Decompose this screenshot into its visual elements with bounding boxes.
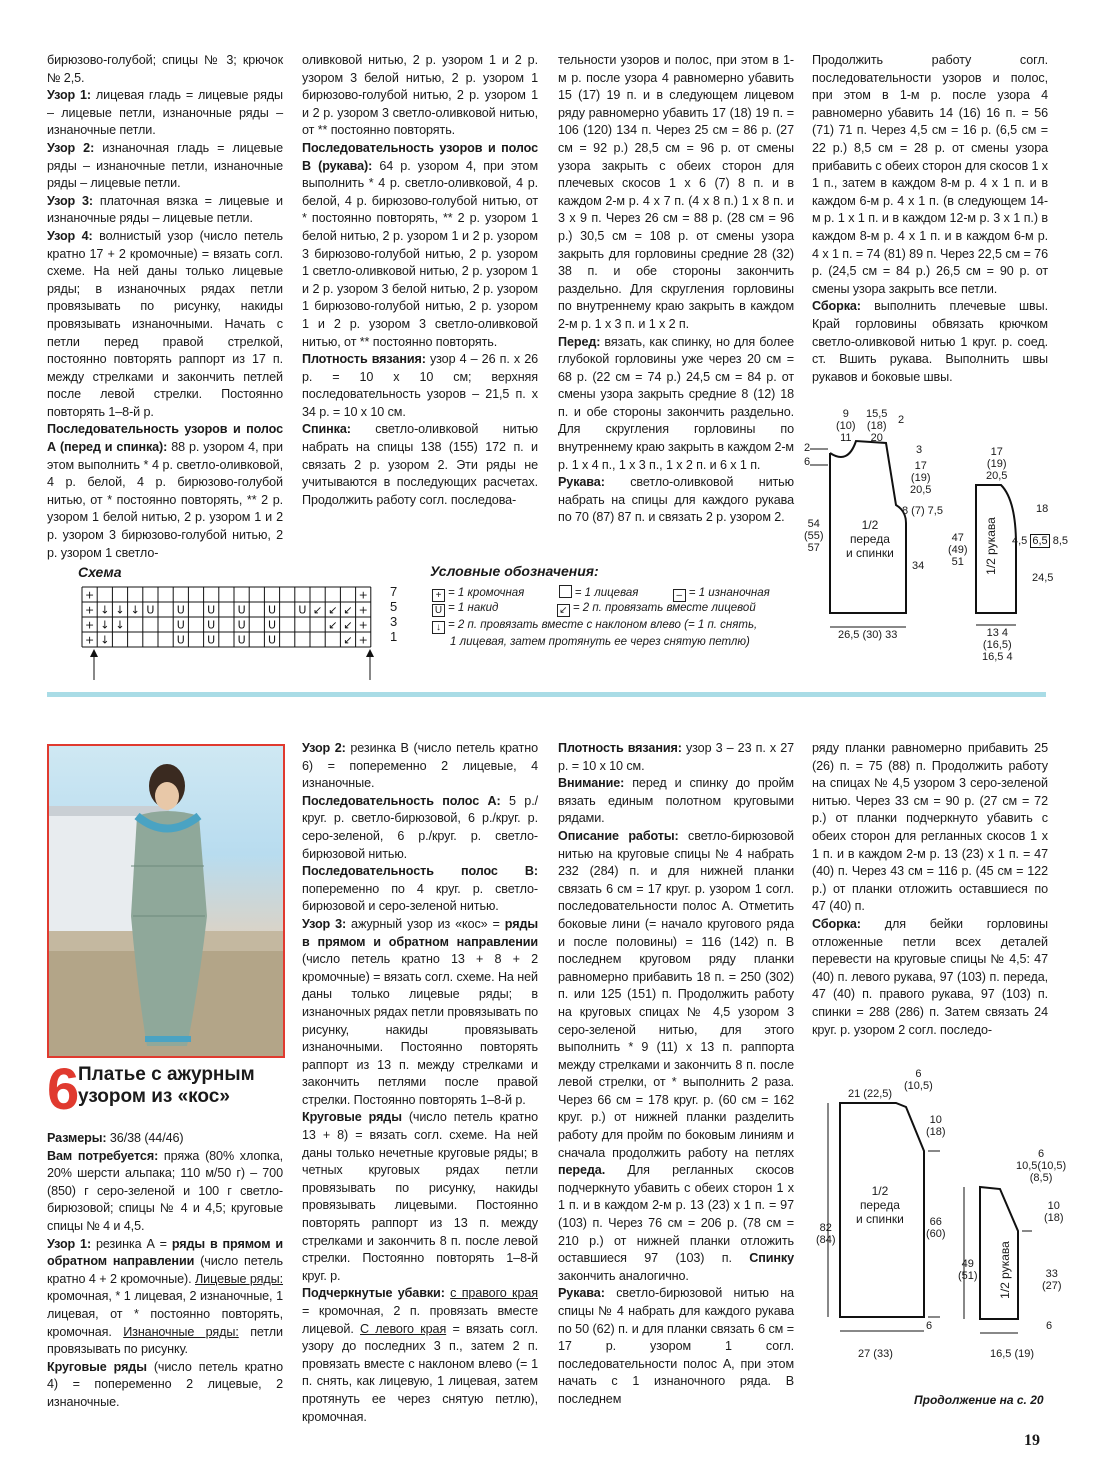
p2-sleeve-label: 1/2 рукава — [997, 1241, 1012, 1299]
model-photo-illustration — [49, 746, 283, 1056]
bold-term: Последовательность полос А: — [302, 793, 501, 808]
p2-dim-top-21: 21 (22,5) — [848, 1088, 893, 1100]
paragraph — [302, 863, 538, 916]
paragraph — [47, 193, 283, 228]
text-run: платочная вязка = лицевые и изнаночные ряды – лицевые петли. — [47, 193, 283, 226]
text-run: узор 3 – 23 п. х 27 р. = 10 х 10 см. — [558, 741, 794, 773]
paragraph — [812, 740, 1048, 916]
schema-stitch-symbol: U — [176, 603, 185, 617]
schema-stitch-symbol: ↓ — [115, 603, 125, 617]
p1-dim-top-b: 15,5 (18) 20 — [866, 408, 888, 444]
paragraph — [47, 1130, 283, 1148]
p2-sleeve-r33: 33 (27) — [1042, 1268, 1062, 1292]
underlined-term: Лицевые ряды: — [195, 1271, 284, 1286]
paragraph — [558, 1285, 794, 1408]
p2-dim-r66: 66 (60) — [926, 1216, 946, 1240]
top-column-4 — [812, 52, 1048, 386]
text-run: выполнить плечевые швы. Край горловины обвязать крючком светло-оливковой нитью 1 круг. р. соед. ст. Вшить рукава. Выполнить швы рукавов и боковые швы. — [812, 299, 1048, 384]
schema-stitch-symbol: ↓ — [130, 603, 140, 617]
text-run: попеременно по 4 круг. р. светло-бирюзовой и серо-зеленой нитью. — [302, 881, 538, 914]
paragraph — [47, 228, 283, 422]
paragraph — [302, 793, 538, 863]
paragraph — [47, 1236, 283, 1359]
schema-stitch-symbol: + — [84, 618, 95, 632]
text-run: ряду планки равномерно прибавить 25 (26) п. = 75 (88) п. Продолжить работу на спицах № 4,5 узором 3 серо-зеленой нитью. Через 33 см = 90 р. (27 см = 72 р.) от планки подчеркнуто убавить с обеих сторон для регланных скосов 1 х 1 п. и в каждом 2-м р. 13 (23) х 1 п. = 47 (40) п. Через 43 см = 116 р. (45 см = 122 р.) от планки отложить оставшиеся по 47 (40) п. — [812, 741, 1048, 914]
schema-chart-grid — [78, 585, 408, 685]
bold-term: Узор 3: — [47, 193, 93, 208]
bold-term: Узор 2: — [47, 140, 95, 155]
text-run: светло-оливковой нитью набрать на спицы 138 (155) 172 п. и связать 2 р. узором 2. Эти ряды не учитываются в последующих расчетах. Продолжить работу согл. последова- — [302, 422, 538, 507]
schema-row-numbers — [390, 584, 397, 644]
bold-term: Последовательность узоров и полос В (рукава): — [302, 140, 538, 173]
underlined-term: С левого края — [360, 1321, 447, 1336]
paragraph — [558, 775, 794, 828]
schema-stitch-symbol: U — [237, 633, 246, 647]
paragraph — [302, 916, 538, 1110]
schema-stitch-symbol: U — [207, 633, 216, 647]
bold-term: Вам потребуется: — [47, 1148, 159, 1163]
paragraph — [812, 298, 1048, 386]
text-run: = вязать согл. узору до последних 3 п., затем 2 п. провязать вместе с наклоном влево (= 1 п. снять, как лицевую, 1 лицевая, затем протянуть ее через снятую петлю), кромочная. — [302, 1321, 538, 1424]
bottom-column-4 — [812, 740, 1048, 1039]
legend-row-2: U = 1 накид ↙ = 2 п. провязать вместе лицевой — [432, 602, 756, 617]
schema-stitch-symbol: ↓ — [100, 603, 110, 617]
yarn-over-icon: U — [432, 604, 445, 617]
bold-term: переда. — [558, 1163, 606, 1178]
top-column-2 — [302, 52, 538, 509]
text-run: 64 р. узором 4, при этом выполнить * 4 р. светло-оливковой, 4 р. белой, 4 р. бирюзово-голубой нитью, от * постоянно повторять, ** 2 р. узором 1 белой нитью, 2 р. узором 1 и 2 р. узором 3 бирюзово-голубой нитью, 2 р. узором 1 светло-оливковой нитью, 2 р. узором 1 и 2 р. узором 3 белой нитью, 2 р. узором 1 бирюзово-голубой нитью, 2 р. узором 1 и 2 р. узором 3 светло-оливковой нитью, от ** постоянно повторять. — [302, 158, 539, 349]
paragraph — [47, 421, 283, 562]
schema-stitch-symbol: ↓ — [100, 633, 110, 647]
text-run: волнистый узор (число петель кратно 17 + 2 кромочные) = вязать согл. схеме. На ней даны только лицевые ряды; в изнаночных рядах петли провязывать по рисунку, накиды провязывать изнаночными. Начать с петли перед правой стрелкой, постоянно повторять раппорт из 17 п. между стрелками и закончить петлей после левой стрелки. Постоянно повторять 1–8-й р. — [47, 228, 283, 419]
text-run: 36/38 (44/46) — [106, 1131, 184, 1145]
bold-term: Перед: — [558, 334, 601, 349]
p1-dim-left-6: 6 — [804, 456, 811, 468]
p2-sleeve-bottom: 16,5 (19) — [990, 1348, 1035, 1360]
p2-sleeve-r10: 10 (18) — [1044, 1200, 1064, 1224]
text-run: светло-оливковой нитью набрать на спицы для каждого рукава по 70 (87) 87 п. и связать 2 р. узором 2. — [558, 475, 794, 525]
p1-front-label: 1/2 переда и спинки — [846, 518, 894, 560]
schema-stitch-symbol: + — [84, 633, 95, 647]
schema-stitch-symbol: + — [358, 633, 368, 647]
row-number-3: 3 — [390, 614, 398, 629]
paragraph — [302, 351, 538, 421]
bold-term: Узор 1: — [47, 1236, 92, 1251]
paragraph — [47, 140, 283, 193]
schema-stitch-symbol: + — [84, 603, 95, 617]
schema-stitch-symbol: U — [207, 618, 216, 632]
schema-stitch-symbol: ↙ — [343, 633, 353, 647]
p2-sleeve-top: 6 10,5(10,5) (8,5) — [1016, 1148, 1067, 1184]
schema-stitch-symbol: + — [358, 603, 368, 617]
underlined-term: с правого края — [450, 1286, 538, 1301]
legend-title: Условные обозначения: — [430, 563, 599, 579]
text-run: закончить аналогично. — [558, 1268, 689, 1283]
schema-stitch-symbol: U — [207, 603, 216, 617]
text-run: вязать, как спинку, но для более глубокой горловины уже через 20 см = 68 р. (22 см = 74 р.) 24,5 см = 84 р. от смены узора закрыть средние 8 (12) 18 п. и обе стороны закончить раздельно. Для скругления горловины по внутреннему краю закрыть в каждом 2-м р. 1 х 4 п., 1 х 3 п., 1 х 2 п. и 6 х 1 п. — [558, 334, 794, 472]
bold-term: Узор 3: — [302, 916, 347, 931]
paragraph — [812, 916, 1048, 1039]
p1-dim-top-a: 9 (10) 11 — [836, 408, 856, 444]
bold-term: ряды в прямом и обратном направлении — [47, 1236, 283, 1269]
bold-term: Плотность вязания: — [302, 352, 426, 367]
text-run: 5 р./круг. р. светло-бирюзовой, 6 р./круг. р. серо-зеленой, 6 р./круг. р. светло-бирюзовой нитью. — [302, 793, 538, 861]
text-run: пряжа (80% хлопка, 20% шерсти альпака; 110 м/50 г) – 700 (850) г серо-зеленой и 100 г светло-бирюзовой; спицы № 4 и 4,5; круговые спицы № 4 и 4,5. — [47, 1148, 283, 1233]
p2-front-label: 1/2 переда и спинки — [856, 1184, 904, 1226]
p2-dim-top-6: 6 (10,5) — [904, 1068, 933, 1092]
text-run: Продолжить работу согл. последовательности узоров и полос, при этом в 1-м р. после узора 4 равномерно убавить 14 (16) 16 п. = 56 (71) 71 п. Через 4,5 см = 16 р. (6,5 см = 22 р.) 8,5 см = 28 р. от смены узора прибавить с обеих сторон для скосов 1 х 1 п., затем в каждом 8-м р. 4 х 1 п. и в каждом 6-м р. 4 х 1 п. (в следующем 14-м р. 1 х 1 п. и в каждом 12-м р. 3 х 1 п.) в каждом 8-м р. 4 х 1 п. и в каждом 6-м р. 4 х 1 п. = 74 (81) 89 п. Через 22,5 см = 76 р. (24,5 см = 84 р.) 26,5 см = 90 р. от смены узора закрыть все петли. — [812, 53, 1048, 296]
row-number-5: 5 — [390, 599, 398, 614]
row-number-1: 1 — [390, 629, 398, 644]
paragraph — [558, 474, 794, 527]
paragraph — [47, 52, 283, 87]
model-title-line-1: Платье с ажурным — [78, 1064, 255, 1085]
p2-sleeve-l49: 49 (51) — [958, 1258, 978, 1282]
p1-sleeve-bottom: 13 4 (16,5) 16,5 4 — [982, 627, 1013, 663]
top-column-3 — [558, 52, 794, 527]
paragraph — [558, 334, 794, 475]
p1-sleeve-top: 17 (19) 20,5 — [986, 446, 1008, 482]
text-run: (число петель кратно 13 + 8) = вязать согл. схеме. На ней даны только нечетные круговые ряды; в четных круговых рядах петли провязывать по рисунку, накиды провязывать лицевыми. Постоянно повторять раппорт из 13 п. между стрелками и закончить 8 п. после левой стрелки. Постоянно повторять 1–8-й круг. р. — [302, 1110, 538, 1283]
top-column-1 — [47, 52, 283, 562]
paragraph — [558, 740, 794, 775]
schema-stitch-symbol: U — [267, 633, 277, 647]
text-run: оливковой нитью, 2 р. узором 1 и 2 р. узором 3 белой нитью, 2 р. узором 1 бирюзово-голубой нитью, 2 р. узором 1 и 2 р. узором 3 светло-оливковой нитью, от ** постоянно повторять. — [302, 53, 538, 138]
text-run: Для регланных скосов подчеркнуто убавить с обеих сторон 1 х 1 п. и в каждом 2-м р. 13 (23) х 1 п. = 97 (103) п. Через 76 см = 206 р. (78 см = 210 р.) от нижней планки отложить оставшиеся 97 (103) п. — [558, 1163, 794, 1266]
model-photo — [47, 744, 285, 1058]
p1-sleeve-label: 1/2 рукава — [983, 517, 998, 575]
schema-stitch-symbol: ↙ — [312, 603, 323, 617]
bold-term: Рукава: — [558, 475, 605, 490]
text-run: 88 р. узором 4, при этом выполнить * 4 р. светло-оливковой, 4 р. белой, 4 р. бирюзово-голубой нитью, от * постоянно повторять, ** 2 р. узором 1 белой нитью, 2 р. узором 1 и 2 р. узором 3 бирюзово-голубой нитью, 2 р. узором 1 светло- — [47, 440, 283, 560]
schema-stitch-symbol: + — [358, 588, 368, 602]
paragraph — [558, 828, 794, 1285]
text-run: бирюзово-голубой; спицы № 3; крючок № 2,5. — [47, 53, 283, 85]
p1-dim-bottom: 26,5 (30) 33 — [838, 629, 898, 641]
bottom-column-2 — [302, 740, 538, 1426]
bold-term: Размеры: — [47, 1131, 107, 1145]
p1-sleeve-r45: 4,5 6,5 8,5 — [1012, 535, 1069, 547]
bold-term: Описание работы: — [558, 828, 679, 843]
p1-sleeve-r245: 24,5 — [1032, 572, 1054, 584]
schema-stitch-symbol: U — [267, 603, 277, 617]
knit-stitch-icon — [559, 585, 572, 598]
text-run: петли провязывать по рисунку. — [47, 1324, 283, 1357]
p1-sleeve-r18: 18 — [1036, 503, 1049, 515]
paragraph — [558, 52, 794, 334]
text-run: лицевая гладь = лицевые ряды – лицевые петли, изнаночные ряды – изнаночные петли. — [47, 88, 283, 138]
k2tog-icon: ↙ — [557, 604, 570, 617]
bottom-column-1 — [47, 1130, 283, 1412]
text-run: ажурный узор из «кос» = — [346, 916, 505, 931]
p2-dim-l82: 82 (84) — [816, 1222, 836, 1246]
model-title — [78, 1064, 255, 1108]
model-number: 6 — [47, 1057, 80, 1122]
schema-stitch-symbol: U — [176, 633, 185, 647]
text-run: светло-бирюзовой нитью на круговые спицы № 4 набрать 232 (284) п. и для нижней планки связать 6 см = 17 круг. р. узором 1 согл. последовательности полос А. Отметить боковые лини (= начало кругового ряда и после половины) = 116 (142) п. В последнем круговом ряду планки равномерно прибавить 18 п. = 250 (302) п. или 125 (151) п. Продолжить работу на круговых спицах № 4,5 узором 3 серо-зеленой нитью, для этого выполнить * 9 (11) х 13 п. раппорта между стрелками и закончить 8 п. после левой стрелки, от * выполнить 2 раза. Через 66 см = 178 круг. р. (60 см = 162 круг. р.) от нижней планки разделить работу для пройм по боковым линиям и сначала продолжить работу на петлях — [558, 828, 794, 1160]
p1-dim-r17: 17 (19) 20,5 — [910, 460, 932, 496]
schema-stitch-symbol: ↙ — [328, 603, 338, 617]
p1-dim-right-3: 3 — [916, 444, 923, 456]
paragraph — [47, 1148, 283, 1236]
legend-row-1: + = 1 кромочная = 1 лицевая – = 1 изнаночная — [432, 585, 770, 602]
p2-dim-b27: 27 (33) — [858, 1348, 893, 1360]
bold-term: Сборка: — [812, 299, 861, 314]
edge-stitch-icon: + — [432, 589, 445, 602]
p1-dim-r8: 8 (7) 7,5 — [902, 505, 943, 517]
bold-term: Спинку — [749, 1251, 794, 1266]
p2-dim-r6: 6 — [926, 1320, 933, 1332]
row-number-7: 7 — [390, 584, 398, 599]
schema-stitch-symbol: + — [84, 588, 95, 602]
p2-sleeve-r6: 6 — [1046, 1320, 1053, 1332]
bold-term: Узор 1: — [47, 88, 92, 103]
text-run: тельности узоров и полос, при этом в 1-м р. после узора 4 равномерно убавить 15 (17) 19 п. и в следующем лицевом ряду равномерно убавить 17 (18) 19 п. = 106 (120) 134 п. Через 25 см = 86 р. (27 см = 92 р.) 28,5 см = 96 р. от смены узора закрыть с обеих сторон для плечевых скосов 1 х 6 (7) 8 п. и в каждом 2-м р. 4 х 7 п. (4 х 8 п.) 1 х 8 п. и 3 х 9 п. Через 26 см = 88 р. (28 см = 96 р.) 30,5 см = 108 р. от смены узора закрыть для горловины средние 28 (32) 38 п. и обе стороны закончить раздельно. Для скругления горловины по внутреннему краю закрыть в каждом 2-м р. 1 х 3 п. и 1 х 2 п. — [558, 53, 794, 331]
paragraph — [302, 1285, 538, 1426]
paragraph — [302, 421, 538, 509]
ssk-icon: ↓ — [432, 621, 445, 634]
underlined-term: Изнаночные ряды: — [123, 1324, 239, 1339]
schema-stitch-symbol: ↓ — [115, 618, 125, 632]
p2-dim-r10: 10 (18) — [926, 1114, 946, 1138]
bold-term: Внимание: — [558, 776, 625, 791]
text-run: (число петель кратно 4) = попеременно 2 лицевые, 2 изнаночные. — [47, 1359, 283, 1409]
schema-stitch-symbol: U — [146, 603, 155, 617]
p1-sleeve-l47: 47 (49) 51 — [948, 532, 968, 568]
bold-term: Подчеркнутые убавки: — [302, 1286, 445, 1301]
p1-dim-left-2: 2 — [804, 442, 811, 454]
paragraph — [302, 1109, 538, 1285]
schema-stitch-symbol: ↙ — [343, 618, 353, 632]
schema-stitch-symbol: + — [358, 618, 368, 632]
schema-stitch-symbol: ↙ — [328, 618, 338, 632]
text-run: (число петель кратно 4 + 2 кромочные). — [47, 1254, 283, 1286]
schema-stitch-symbol: U — [237, 618, 246, 632]
text-run: (число петель кратно 13 + 8 + 2 кромочные) = вязать согл. схеме. На ней даны только лицевые ряды; в изнаночных рядах петли провязывать по рисунку, накиды провязывать изнаночными. Постоянно повторять раппорт из 13 п. между стрелками и закончить петлями после правой стрелки. Постоянно повторять 1–8-й р. — [302, 952, 538, 1107]
bottom-column-3 — [558, 740, 794, 1409]
schema-stitch-symbol: U — [176, 618, 185, 632]
bold-term: Спинка: — [302, 422, 351, 437]
bold-term: Круговые ряды — [47, 1359, 147, 1374]
text-run: кромочная, * 1 лицевая, 2 изнаночные, 1 лицевая, от * постоянно повторять, кромочная. — [47, 1289, 283, 1339]
text-run: резинка В (число петель кратно 6) = попеременно 2 лицевые, 4 изнаночные. — [302, 741, 538, 791]
schema-stitch-symbol: U — [298, 603, 307, 617]
legend-row-4: 1 лицевая, затем протянуть ее через снятую петлю) — [450, 636, 750, 648]
schema-stitch-symbol: ↓ — [100, 618, 110, 632]
text-run: светло-бирюзовой нитью на спицы № 4 набрать для каждого рукава по 50 (62) п. и для планки связать 6 см = 17 р. узором 1 согл. последовательности полос А, при этом начать с 1 изнаночного ряда. В последнем — [558, 1286, 794, 1406]
legend-row-3: ↓ = 2 п. провязать вместе с наклоном влево (= 1 п. снять, — [432, 619, 757, 634]
text-run: изнаночная гладь = лицевые ряды – изнаночные петли, изнаночные ряды – лицевые петли. — [47, 140, 283, 191]
bold-term: Сборка: — [812, 916, 861, 931]
paragraph — [47, 1359, 283, 1412]
bold-term: Последовательность узоров и полос А (перед и спинка): — [47, 422, 283, 455]
text-run: узор 4 – 26 п. х 26 р. = 10 х 10 см; верхняя последовательность узоров – 21,5 п. х 34 р. = 10 х 10 см. — [302, 352, 538, 419]
p1-dim-r34: 34 — [912, 560, 925, 572]
schema-stitch-symbol: ↙ — [343, 603, 353, 617]
bold-term: Узор 2: — [302, 741, 346, 755]
bold-term: Последовательность полос В: — [302, 864, 538, 879]
paragraph — [302, 740, 538, 793]
paragraph — [812, 52, 1048, 298]
page-number: 19 — [1024, 1432, 1040, 1449]
p1-dim-l54: 54 (55) 57 — [804, 518, 824, 554]
schema-title: Схема — [78, 564, 122, 580]
bold-term: Плотность вязания: — [558, 741, 682, 755]
bold-term: Круговые ряды — [302, 1110, 402, 1125]
paragraph — [302, 52, 538, 140]
schema-stitch-symbol: U — [237, 603, 246, 617]
bold-term: Рукава: — [558, 1286, 605, 1301]
text-run: резинка А = — [91, 1236, 172, 1251]
text-run: перед и спинку до пройм вязать единым полотном круговыми рядами. — [558, 776, 794, 826]
text-run: для бейки горловины отложенные петли всех деталей перевести на круговые спицы № 4,5: 47 (40) п. левого рукава, 97 (103) п. переда, 47 (40) п. правого рукава, 97 (103) п. спинки = 288 (286) п. Затем связать 24 круг. р. узором 2 согл. последо- — [812, 916, 1048, 1037]
purl-stitch-icon: – — [673, 589, 686, 602]
continued-note: Продолжение на с. 20 — [914, 1393, 1044, 1407]
paragraph — [47, 87, 283, 140]
model-title-line-2: узором из «кос» — [78, 1086, 230, 1107]
text-run: = кромочная, 2 п. провязать вместе лицевой. — [302, 1304, 538, 1336]
bold-term: ряды в прямом и обратном направлении — [302, 916, 538, 949]
section-divider — [47, 692, 1046, 697]
bold-term: Узор 4: — [47, 228, 93, 243]
schema-stitch-symbol: U — [267, 618, 277, 632]
p1-dim-top-c: 2 — [898, 414, 905, 426]
paragraph — [302, 140, 538, 351]
